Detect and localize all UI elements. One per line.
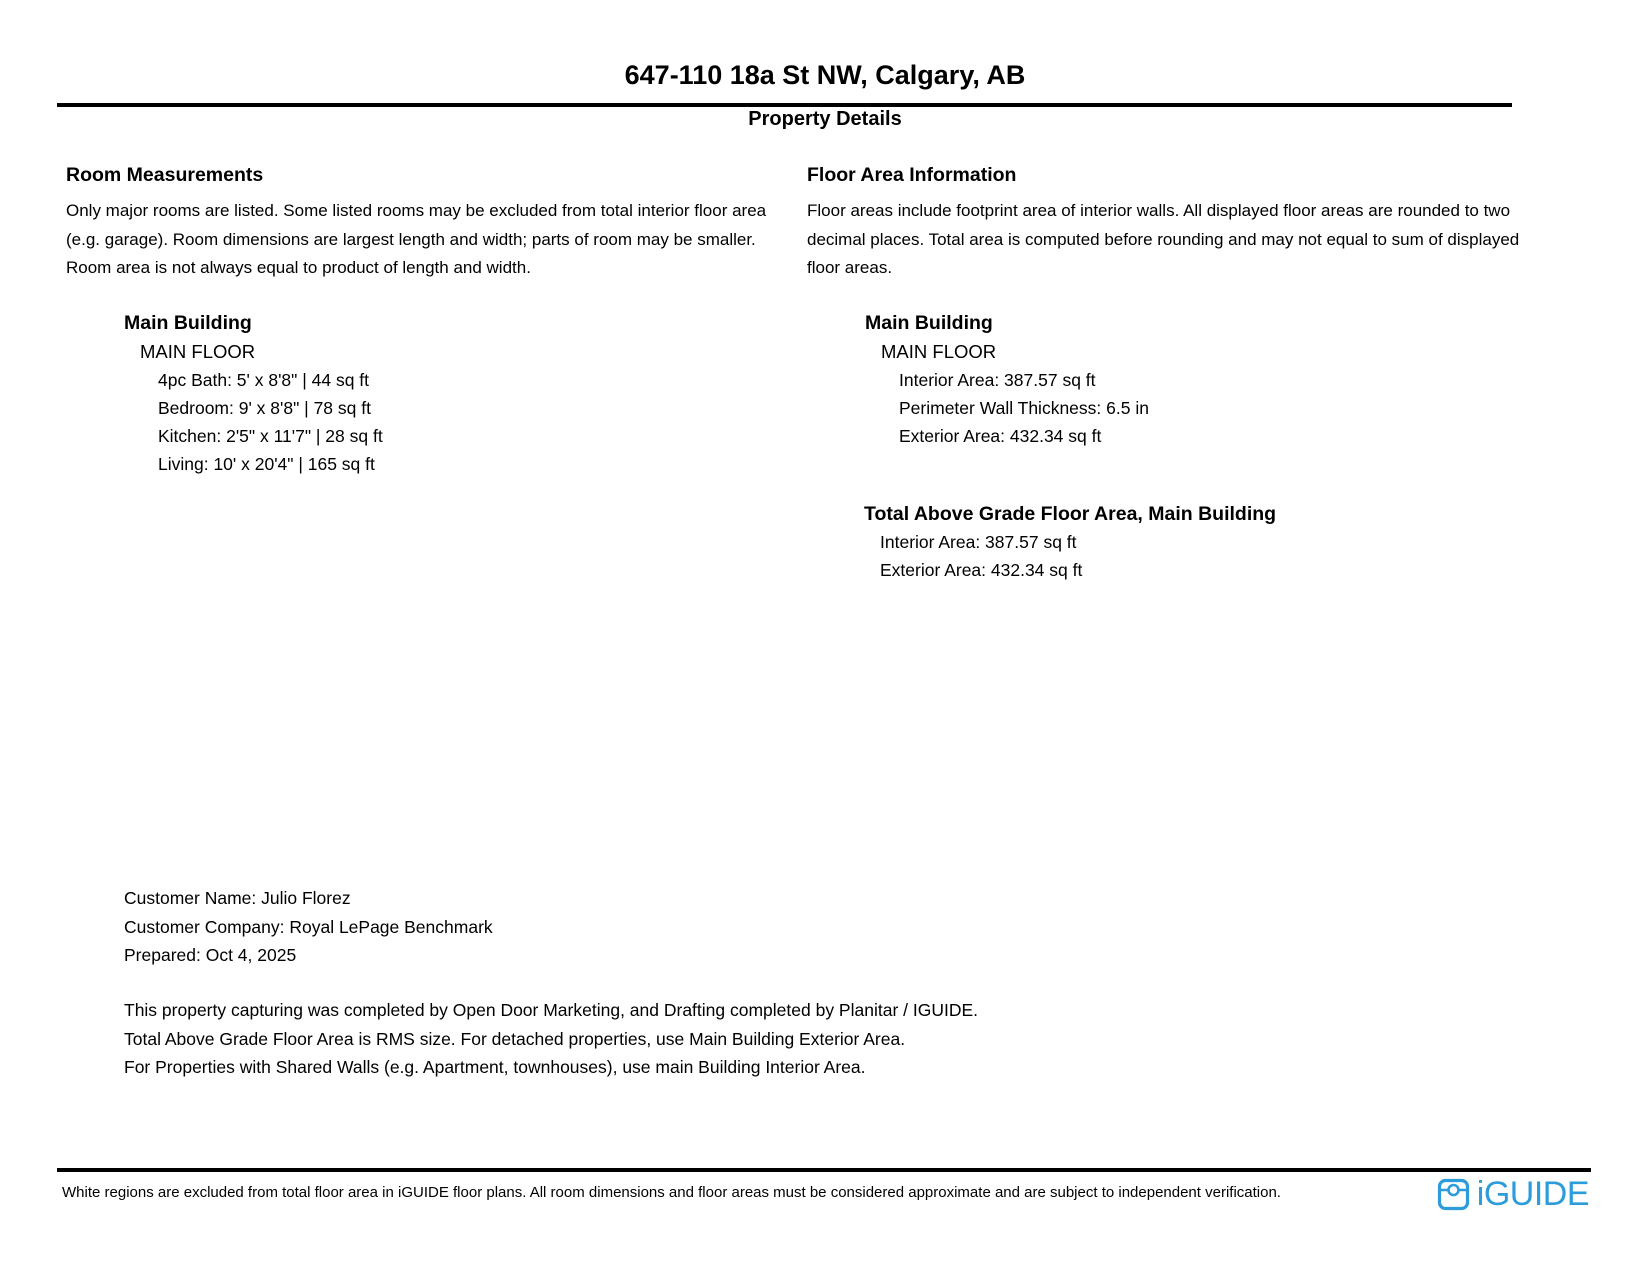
iguide-logo-text: iGUIDE [1476, 1175, 1589, 1213]
footer-divider [57, 1168, 1591, 1172]
notes-block [124, 996, 978, 1082]
floor-area-description: Floor areas include footprint area of interior walls. All displayed floor areas are rounded to two decimal places. Total area is computed before rounding and may not equal to sum of displayed floor areas. [807, 201, 1520, 278]
total-above-grade-block [807, 500, 1522, 584]
footer-disclaimer: White regions are excluded from total floor area in iGUIDE floor plans. All room dimensions and floor areas must be considered approximate and are subject to independent verification. [62, 1184, 1281, 1201]
floor-area-heading: Floor Area Information [807, 164, 1017, 186]
note-line: This property capturing was completed by Open Door Marketing, and Drafting completed by Planitar / IGUIDE. [124, 1000, 979, 1020]
customer-name-line: Customer Name: Julio Florez [124, 888, 351, 908]
note-line: Total Above Grade Floor Area is RMS size. For detached properties, use Main Building Exterior Area. [124, 1028, 906, 1049]
room-measurements-heading: Room Measurements [66, 164, 264, 186]
room-item: Bedroom: 9' x 8'8" | 78 sq ft [158, 397, 371, 418]
building-name: Main Building [865, 311, 993, 334]
room-measurements-description: Only major rooms are listed. Some listed rooms may be excluded from total interior floor area (e.g. garage). Room dimensions are largest length and width; parts of room may be smaller. Room area is not always equal to product of length and width. [66, 201, 767, 278]
iguide-camera-icon [1437, 1178, 1470, 1211]
floor-name: MAIN FLOOR [140, 340, 256, 362]
floor-stat: Exterior Area: 432.34 sq ft [899, 425, 1102, 446]
iguide-logo [1437, 1177, 1589, 1211]
page-title: 647-110 18a St NW, Calgary, AB [624, 60, 1026, 90]
total-stat: Interior Area: 387.57 sq ft [880, 531, 1077, 552]
floor-area-building-block [807, 309, 1522, 450]
room-item: Kitchen: 2'5" x 11'7" | 28 sq ft [158, 425, 383, 446]
building-name: Main Building [124, 311, 252, 334]
prepared-date-line: Prepared: Oct 4, 2025 [124, 945, 297, 965]
total-stat: Exterior Area: 432.34 sq ft [880, 559, 1083, 580]
room-item: 4pc Bath: 5' x 8'8" | 44 sq ft [158, 369, 370, 390]
floor-area-information-section [807, 163, 1522, 584]
floor-stat: Interior Area: 387.57 sq ft [899, 369, 1096, 390]
customer-info-block [124, 884, 493, 970]
customer-company-line: Customer Company: Royal LePage Benchmark [124, 916, 493, 937]
room-item: Living: 10' x 20'4" | 165 sq ft [158, 453, 375, 474]
page-subtitle: Property Details [748, 108, 902, 130]
note-line: For Properties with Shared Walls (e.g. Apartment, townhouses), use main Building Interior Area. [124, 1057, 866, 1077]
floor-stat: Perimeter Wall Thickness: 6.5 in [899, 397, 1149, 418]
room-measurements-building-block [66, 309, 768, 478]
room-measurements-section [66, 163, 768, 478]
total-above-grade-heading: Total Above Grade Floor Area, Main Building [864, 502, 1277, 525]
floor-name: MAIN FLOOR [881, 340, 997, 362]
